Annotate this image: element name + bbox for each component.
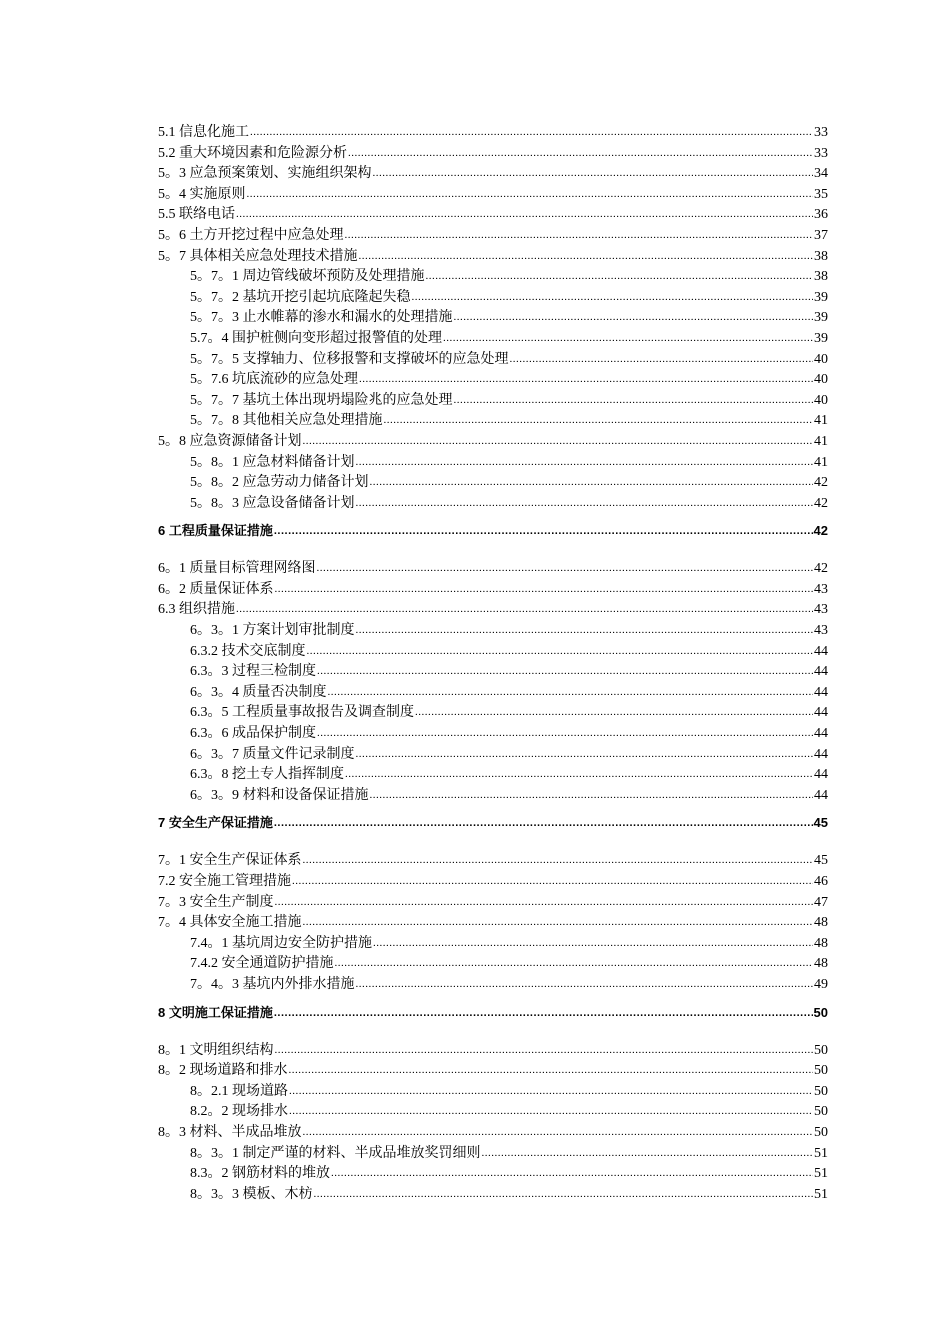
toc-page-number: 40 [814, 351, 828, 367]
toc-section-entry[interactable] [158, 872, 828, 893]
dot-leader [303, 850, 814, 871]
toc-subsection-entry[interactable] [158, 683, 828, 704]
toc-subsection-entry[interactable] [158, 1082, 828, 1103]
dot-leader [303, 1122, 814, 1143]
toc-entry-title: 5。7。3 止水帷幕的渗水和漏水的处理措施 [190, 310, 453, 326]
toc-page-number: 45 [813, 815, 828, 831]
toc-subsection-entry[interactable] [158, 934, 828, 955]
toc-entry-title: 8。3。3 模板、木枋 [190, 1186, 313, 1202]
toc-page-number: 44 [814, 643, 828, 659]
dot-leader [384, 410, 814, 431]
toc-section-entry[interactable] [158, 247, 828, 268]
toc-entry-title: 7。3 安全生产制度 [158, 894, 274, 910]
toc-entry-title: 5。7。2 基坑开挖引起坑底隆起失稳 [190, 289, 411, 305]
toc-page-number: 35 [814, 186, 828, 202]
toc-section-entry[interactable] [158, 580, 828, 601]
dot-leader [247, 184, 814, 205]
toc-section-entry[interactable] [158, 144, 828, 165]
toc-entry-title: 7。1 安全生产保证体系 [158, 853, 302, 869]
toc-page-number: 42 [814, 475, 828, 491]
toc-page-number: 33 [814, 145, 828, 161]
dot-leader [275, 1040, 814, 1061]
toc-entry-title: 5。6 土方开挖过程中应急处理 [158, 227, 344, 243]
toc-chapter-heading[interactable] [158, 1002, 828, 1023]
dot-leader [317, 558, 814, 579]
table-of-contents [158, 123, 828, 1205]
dot-leader [373, 933, 813, 954]
toc-subsection-entry[interactable] [158, 954, 828, 975]
toc-section-entry[interactable] [158, 226, 828, 247]
toc-page-number: 49 [814, 976, 828, 992]
toc-entry-title: 6.3。6 成品保护制度 [190, 726, 316, 742]
toc-entry-title: 8.2。2 现场排水 [190, 1104, 288, 1120]
toc-entry-title: 5。7。5 支撑轴力、位移报警和支撑破坏的应急处理 [190, 351, 509, 367]
toc-page-number: 34 [814, 166, 828, 182]
toc-page-number: 44 [814, 767, 828, 783]
toc-subsection-entry[interactable] [158, 1185, 828, 1206]
toc-subsection-entry[interactable] [158, 786, 828, 807]
toc-entry-title: 5。7.6 坑底流砂的应急处理 [190, 372, 358, 388]
toc-section-entry[interactable] [158, 164, 828, 185]
toc-entry-title: 5.7。4 围护桩侧向变形超过报警值的处理 [190, 330, 442, 346]
toc-page-number: 50 [814, 1104, 828, 1120]
toc-page-number: 44 [814, 705, 828, 721]
toc-entry-title: 7.4。1 基坑周边安全防护措施 [190, 935, 372, 951]
dot-leader [236, 599, 813, 620]
dot-leader [314, 1184, 814, 1205]
toc-page-number: 42 [813, 523, 828, 539]
dot-leader [443, 328, 813, 349]
toc-page-number: 45 [814, 853, 828, 869]
dot-leader [307, 641, 814, 662]
toc-entry-title: 6。3。9 材料和设备保证措施 [190, 787, 369, 803]
toc-entry-title: 7。4 具体安全施工措施 [158, 915, 302, 931]
toc-entry-title: 8.3。2 钢筋材料的堆放 [190, 1166, 330, 1182]
toc-page-number: 46 [814, 874, 828, 889]
toc-entry-title: 6 工程质量保证措施 [158, 523, 273, 539]
toc-page-number: 40 [814, 392, 828, 408]
toc-entry-title: 5.5 联络电话 [158, 207, 235, 223]
dot-leader [482, 1143, 814, 1164]
dot-leader [303, 912, 814, 933]
toc-entry-title: 5。8 应急资源储备计划 [158, 433, 302, 449]
dot-leader [292, 871, 813, 892]
toc-page-number: 48 [814, 935, 828, 951]
toc-entry-title: 5.1 信息化施工 [158, 125, 249, 140]
toc-entry-title: 8 文明施工保证措施 [158, 1004, 273, 1020]
toc-section-entry[interactable] [158, 851, 828, 872]
toc-page-number: 51 [814, 1145, 828, 1161]
toc-entry-title: 5。8。3 应急设备储备计划 [190, 495, 355, 511]
dot-leader [356, 452, 814, 473]
toc-section-entry[interactable] [158, 559, 828, 580]
toc-chapter-heading[interactable] [158, 520, 828, 541]
toc-page-number: 39 [814, 310, 828, 326]
toc-entry-title: 5.2 重大环境因素和危险源分析 [158, 145, 347, 161]
toc-entry-title: 6。2 质量保证体系 [158, 581, 274, 597]
toc-entry-title: 5。8。1 应急材料储备计划 [190, 454, 355, 470]
dot-leader [289, 1081, 813, 1102]
toc-section-entry[interactable] [158, 185, 828, 206]
dot-leader [356, 974, 814, 995]
toc-page-number: 37 [814, 227, 828, 243]
toc-subsection-entry[interactable] [158, 370, 828, 391]
dot-leader [274, 811, 813, 834]
dot-leader [345, 225, 814, 246]
toc-subsection-entry[interactable] [158, 453, 828, 474]
toc-entry-title: 6。1 质量目标管理网络图 [158, 561, 316, 577]
dot-leader [359, 369, 813, 390]
toc-section-entry[interactable] [158, 1123, 828, 1144]
toc-page-number: 50 [814, 1063, 828, 1079]
toc-entry-title: 8。2.1 现场道路 [190, 1083, 288, 1099]
toc-page-number: 44 [814, 684, 828, 700]
toc-chapter-heading[interactable] [158, 812, 828, 833]
toc-entry-title: 6.3。3 过程三检制度 [190, 664, 316, 680]
toc-entry-title: 5。7 具体相关应急处理技术措施 [158, 248, 358, 264]
toc-page-number: 40 [814, 372, 828, 388]
toc-page-number: 41 [814, 454, 828, 470]
dot-leader [454, 307, 814, 328]
dot-leader [348, 143, 813, 164]
toc-section-entry[interactable] [158, 123, 828, 144]
toc-page-number: 44 [814, 664, 828, 680]
toc-page-number: 50 [813, 1004, 828, 1020]
dot-leader [345, 764, 813, 785]
toc-entry-title: 6。3。1 方案计划审批制度 [190, 623, 355, 639]
dot-leader [510, 349, 814, 370]
toc-subsection-entry[interactable] [158, 473, 828, 494]
toc-subsection-entry[interactable] [158, 621, 828, 642]
dot-leader [415, 702, 813, 723]
toc-entry-title: 5。7。7 基坑土体出现坍塌险兆的应急处理 [190, 392, 453, 408]
toc-page-number: 44 [814, 787, 828, 803]
toc-page-number: 51 [814, 1186, 828, 1202]
toc-subsection-entry[interactable] [158, 411, 828, 432]
toc-page-number: 38 [814, 269, 828, 285]
toc-subsection-entry[interactable] [158, 703, 828, 724]
toc-entry-title: 5。7。1 周边管线破坏预防及处理措施 [190, 269, 425, 285]
toc-page-number: 48 [814, 956, 828, 972]
toc-entry-title: 7.2 安全施工管理措施 [158, 874, 291, 889]
toc-entry-title: 6.3。8 挖土专人指挥制度 [190, 767, 344, 783]
toc-page-number: 33 [814, 125, 828, 140]
dot-leader [317, 723, 813, 744]
toc-subsection-entry[interactable] [158, 329, 828, 350]
dot-leader [303, 431, 814, 452]
toc-page-number: 48 [814, 915, 828, 931]
toc-subsection-entry[interactable] [158, 765, 828, 786]
dot-leader [328, 682, 814, 703]
dot-leader [317, 661, 813, 682]
toc-page-number: 42 [814, 495, 828, 511]
toc-entry-title: 8。2 现场道路和排水 [158, 1063, 288, 1079]
dot-leader [274, 1001, 813, 1024]
toc-page-number: 39 [814, 330, 828, 346]
dot-leader [289, 1060, 814, 1081]
toc-section-entry[interactable] [158, 893, 828, 914]
dot-leader [412, 287, 814, 308]
toc-entry-title: 8。3。1 制定严谨的材料、半成品堆放奖罚细则 [190, 1145, 481, 1161]
toc-subsection-entry[interactable] [158, 1102, 828, 1123]
dot-leader [426, 266, 814, 287]
dot-leader [370, 785, 814, 806]
toc-subsection-entry[interactable] [158, 642, 828, 663]
toc-page-number: 43 [814, 581, 828, 597]
toc-subsection-entry[interactable] [158, 494, 828, 515]
toc-page-number: 38 [814, 248, 828, 264]
toc-entry-title: 6.3 组织措施 [158, 602, 235, 618]
toc-entry-title: 5。4 实施原则 [158, 186, 246, 202]
dot-leader [274, 519, 813, 542]
dot-leader [250, 122, 813, 143]
toc-subsection-entry[interactable] [158, 745, 828, 766]
dot-leader [335, 953, 814, 974]
toc-page-number: 39 [814, 289, 828, 305]
dot-leader [236, 204, 813, 225]
toc-entry-title: 6。3。7 质量文件记录制度 [190, 746, 355, 762]
toc-section-entry[interactable] [158, 1061, 828, 1082]
dot-leader [356, 493, 814, 514]
toc-subsection-entry[interactable] [158, 1164, 828, 1185]
toc-subsection-entry[interactable] [158, 724, 828, 745]
toc-page-number: 50 [814, 1124, 828, 1140]
dot-leader [370, 472, 814, 493]
toc-entry-title: 6.3.2 技术交底制度 [190, 643, 306, 659]
toc-page-number: 44 [814, 746, 828, 762]
toc-subsection-entry[interactable] [158, 350, 828, 371]
toc-entry-title: 7 安全生产保证措施 [158, 815, 273, 831]
toc-page-number: 50 [814, 1083, 828, 1099]
toc-subsection-entry[interactable] [158, 1144, 828, 1165]
dot-leader [356, 620, 814, 641]
toc-section-entry[interactable] [158, 205, 828, 226]
toc-entry-title: 6。3。4 质量否决制度 [190, 684, 327, 700]
toc-entry-title: 8。3 材料、半成品堆放 [158, 1124, 302, 1140]
toc-page-number: 43 [814, 623, 828, 639]
toc-page-number: 47 [814, 894, 828, 910]
toc-page-number: 44 [814, 726, 828, 742]
dot-leader [275, 892, 814, 913]
toc-subsection-entry[interactable] [158, 391, 828, 412]
toc-subsection-entry[interactable] [158, 662, 828, 683]
toc-subsection-entry[interactable] [158, 975, 828, 996]
toc-entry-title: 7。4。3 基坑内外排水措施 [190, 976, 355, 992]
toc-page-number: 51 [814, 1166, 828, 1182]
toc-section-entry[interactable] [158, 600, 828, 621]
dot-leader [373, 163, 814, 184]
toc-entry-title: 8。1 文明组织结构 [158, 1042, 274, 1058]
toc-page-number: 36 [814, 207, 828, 223]
toc-page-number: 50 [814, 1042, 828, 1058]
toc-page-number: 42 [814, 561, 828, 577]
dot-leader [289, 1101, 813, 1122]
toc-subsection-entry[interactable] [158, 288, 828, 309]
toc-entry-title: 5。7。8 其他相关应急处理措施 [190, 413, 383, 429]
dot-leader [356, 744, 814, 765]
dot-leader [454, 390, 814, 411]
dot-leader [331, 1163, 813, 1184]
toc-entry-title: 5。3 应急预案策划、实施组织架构 [158, 166, 372, 182]
toc-page-number: 43 [814, 602, 828, 618]
toc-section-entry[interactable] [158, 913, 828, 934]
toc-entry-title: 7.4.2 安全通道防护措施 [190, 956, 334, 972]
toc-subsection-entry[interactable] [158, 267, 828, 288]
toc-section-entry[interactable] [158, 432, 828, 453]
toc-page-number: 41 [814, 413, 828, 429]
toc-entry-title: 5。8。2 应急劳动力储备计划 [190, 475, 369, 491]
toc-page-number: 41 [814, 433, 828, 449]
dot-leader [275, 579, 814, 600]
toc-subsection-entry[interactable] [158, 308, 828, 329]
dot-leader [359, 246, 814, 267]
toc-section-entry[interactable] [158, 1041, 828, 1062]
toc-entry-title: 6.3。5 工程质量事故报告及调查制度 [190, 705, 414, 721]
